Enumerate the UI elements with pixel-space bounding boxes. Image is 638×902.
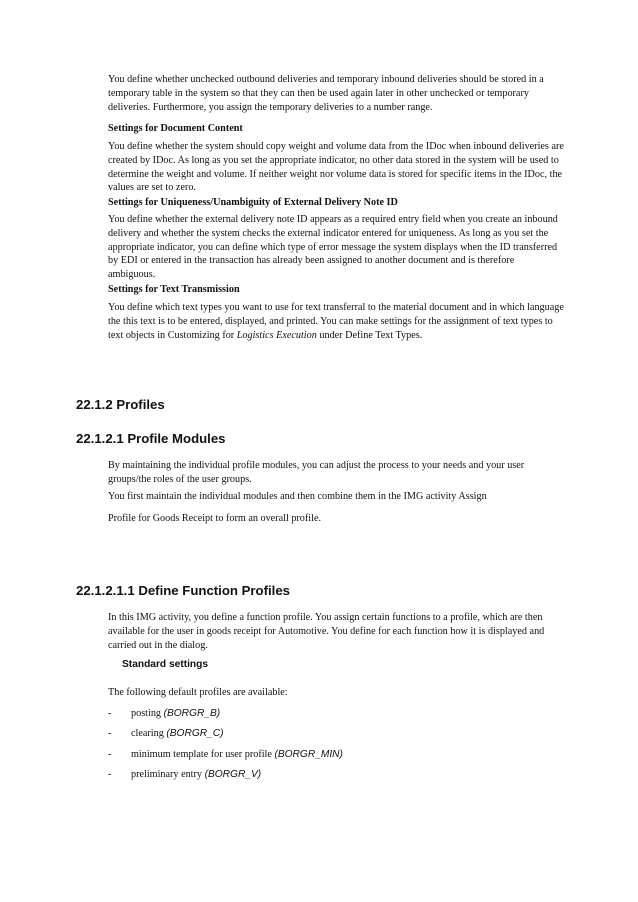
default-profiles-intro: The following default profiles are available: (108, 687, 288, 698)
section-heading-profile-modules: 22.1.2.1 Profile Modules (76, 431, 226, 446)
intro-paragraph: You define whether unchecked outbound deliveries and temporary inbound deliveries should be stored in a temporary table in the system so that they can then be used again later in other unchecked or temporary deliveries. Furthermore, you assign the temporary deliveries to a number range. (108, 74, 544, 113)
uniqueness-heading: Settings for Uniqueness/Unambiguity of External Delivery Note ID (108, 197, 398, 208)
dash-bullet: - (108, 769, 112, 780)
document-page: You define whether unchecked outbound deliveries and temporary inbound deliveries should be stored in a temporary table in the system so that they can then be used again later in other unchecked or temporary deliveries. Furthermore, you assign the temporary deliveries to a number range. Settings for Document Content You define whether the system should copy weight and volume data from the IDoc when inbound deliveries are created by IDoc. As long as you set the appropriate indicator, no other data stored in the system will be used to determine the weight and volume. If neither weight nor volume data is stored for specific items in the IDoc, the values are set to zero. Settings for Uniqueness/Unambiguity of External Delivery Note ID You define whether the external delivery note ID appears as a required entry field when you create an inbound delivery and whether the system checks the external indicator entered for uniqueness. As long as you set the appropriate indicator, you can define which type of error message the system displays when the ID transferred by EDI or entered in the transaction has already been assigned to another document and is therefore ambiguous. Settings for Text Transmission You define which text types you want to use for text transferral to the material document and in which language the this text is to be entered, displayed, and printed. You can make settings for the assignment of text types to text objects in Customizing for Logistics Execution under Define Text Types. 22.1.2 Profiles 22.1.2.1 Profile Modules By maintaining the individual profile modules, you can adjust the process to your needs and your user groups/the roles of the user groups. You first maintain the individual modules and then combine them in the IMG activity Assign Profile for Goods Receipt to form an overall profile. 22.1.2.1.1 Define Function Profiles In this IMG activity, you define a function profile. You assign certain functions to a profile, which are then available for the user in goods receipt for Automotive. You define for each function how it is displayed and carried out in the dialog. Standard settings The following default profiles are available: - posting (BORGR_B) - clearing (BORGR_C) - minimum template for user profile (BORGR_MIN) - preliminary entry (BORGR_V) (76, 74, 564, 780)
logistics-execution-term: Logistics Execution (236, 329, 317, 341)
dash-bullet: - (108, 708, 112, 719)
text-transmission-heading: Settings for Text Transmission (108, 284, 240, 295)
profile-code: (BORGR_MIN) (274, 749, 343, 760)
standard-settings-heading: Standard settings (122, 659, 209, 670)
profile-code: (BORGR_B) (163, 708, 221, 719)
section-heading-define-function-profiles: 22.1.2.1.1 Define Function Profiles (76, 583, 290, 598)
function-profiles-paragraph: In this IMG activity, you define a function profile. You assign certain functions to a profile, which are then available for the user in goods receipt for Automotive. You define for each function how it is displayed and carried out in the dialog. (108, 612, 545, 651)
dash-bullet: - (108, 728, 112, 739)
uniqueness-paragraph: You define whether the external delivery note ID appears as a required entry field when you create an inbound delivery and whether the system checks the external indicator entered for uniqueness. As long as you set the appropriate indicator, you can define which type of error message the system displays when the ID transferred by EDI or entered in the transaction has already been assigned to another document and is therefore ambiguous. (108, 214, 558, 281)
profile-code: (BORGR_C) (166, 728, 224, 739)
doc-content-paragraph: You define whether the system should copy weight and volume data from the IDoc when inbound deliveries are created by IDoc. As long as you set the appropriate indicator, no other data stored in the system will be used to determine the weight and volume. If neither weight nor volume data is stored for specific items in the IDoc, the values are set to zero. (108, 141, 564, 194)
dash-bullet: - (108, 749, 112, 760)
profile-modules-paragraph: By maintaining the individual profile modules, you can adjust the process to your needs and your user groups/the roles of the user groups. (108, 460, 525, 485)
section-heading-profiles: 22.1.2 Profiles (76, 397, 165, 412)
profile-modules-paragraph-2: You first maintain the individual modules and then combine them in the IMG activity Assign (108, 491, 487, 502)
profile-code: (BORGR_V) (204, 769, 262, 780)
text-transmission-paragraph: You define which text types you want to use for text transferral to the material document and in which language the this text is to be entered, displayed, and printed. You can make settings for the assignment of text types to text objects in Customizing for Logistics Execution under Define Text Types. (108, 302, 564, 341)
profile-modules-paragraph-3: Profile for Goods Receipt to form an overall profile. (108, 513, 322, 524)
doc-content-heading: Settings for Document Content (108, 123, 243, 134)
